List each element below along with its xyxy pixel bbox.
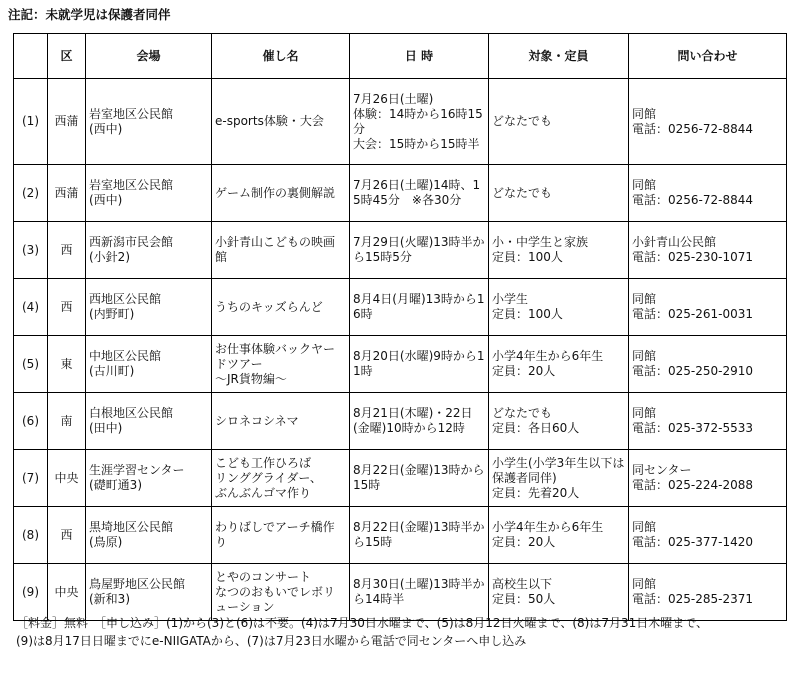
table-row [14, 336, 787, 393]
datetime-line: 8月4日(月曜)13時から16時 [353, 292, 485, 321]
cell-contact [629, 507, 787, 564]
contact-line: 同センター [632, 463, 692, 477]
contact-line: 電話：025-230-1071 [632, 250, 754, 264]
venue-line: 岩室地区公民館 [89, 178, 174, 192]
cell-contact [629, 165, 787, 222]
event-line: なつのおもいでレボリューション [215, 584, 336, 614]
table-row [14, 450, 787, 507]
contact-line: 電話：0256-72-8844 [632, 193, 754, 207]
cell-venue [86, 450, 212, 507]
header-ku: 区 [48, 34, 86, 79]
event-line: こども工作ひろば [215, 455, 312, 470]
cell-contact [629, 564, 787, 621]
venue-line: (内野町) [89, 307, 135, 321]
cell-target [489, 165, 629, 222]
cell-contact [629, 393, 787, 450]
contact-line: 同館 [632, 292, 657, 306]
target-line: 小学生(小学3年生以下は保護者同伴) [492, 455, 625, 485]
venue-line: (礎町通3) [89, 478, 142, 492]
venue-line: (西中) [89, 121, 123, 136]
footer-line: (9)は8月17日日曜までにe-NIIGATAから、(7)は7月23日水曜から電話で同センターへ申し込み [16, 634, 527, 648]
contact-line: 同館 [632, 406, 657, 420]
cell-ku: 中央 [48, 450, 86, 507]
cell-datetime [350, 393, 489, 450]
table-row [14, 79, 787, 165]
cell-no: (6) [14, 393, 48, 450]
cell-no: (3) [14, 222, 48, 279]
venue-line: (新和3) [89, 592, 130, 606]
contact-line: 同館 [632, 577, 657, 591]
cell-event [212, 79, 350, 165]
events-table [13, 33, 787, 621]
event-line: とやのコンサート [215, 569, 312, 584]
header-event: 催し名 [212, 34, 350, 79]
venue-line: 西新潟市民会館 [89, 235, 174, 249]
cell-no: (1) [14, 79, 48, 165]
contact-line: 電話：025-285-2371 [632, 592, 754, 606]
target-line: 定員：100人 [492, 307, 563, 321]
target-line: 定員：先着20人 [492, 485, 580, 500]
contact-line: 電話：025-224-2088 [632, 478, 754, 492]
cell-contact [629, 450, 787, 507]
cell-target [489, 393, 629, 450]
datetime-line: 7月26日(土曜) [353, 91, 434, 106]
cell-datetime [350, 165, 489, 222]
cell-datetime [350, 79, 489, 165]
cell-datetime [350, 507, 489, 564]
cell-no: (4) [14, 279, 48, 336]
cell-venue [86, 222, 212, 279]
cell-no: (9) [14, 564, 48, 621]
contact-line: 電話：025-261-0031 [632, 307, 754, 321]
contact-line: 小針青山公民館 [632, 235, 717, 249]
cell-venue [86, 507, 212, 564]
target-line: 小学生 [492, 292, 529, 306]
cell-event [212, 393, 350, 450]
target-line: 小・中学生と家族 [492, 235, 589, 249]
venue-line: 岩室地区公民館 [89, 106, 174, 121]
cell-venue [86, 564, 212, 621]
cell-datetime [350, 564, 489, 621]
cell-target [489, 450, 629, 507]
cell-no: (8) [14, 507, 48, 564]
cell-event [212, 450, 350, 507]
header-target: 対象・定員 [489, 34, 629, 79]
table-row [14, 507, 787, 564]
datetime-line: 8月30日(土曜)13時半から14時半 [353, 577, 485, 606]
contact-line: 電話：025-250-2910 [632, 364, 754, 378]
venue-line: 西地区公民館 [89, 292, 162, 306]
event-line: うちのキッズらんど [215, 299, 323, 314]
datetime-line: 大会：15時から15時半 [353, 136, 480, 151]
cell-contact [629, 79, 787, 165]
datetime-line: 体験：14時から16時15分 [353, 106, 483, 136]
contact-line: 同館 [632, 349, 657, 363]
contact-line: 同館 [632, 178, 657, 192]
cell-event [212, 507, 350, 564]
cell-ku: 南 [48, 393, 86, 450]
header-no [14, 34, 48, 79]
cell-venue [86, 393, 212, 450]
event-line: リンググライダー、 [215, 470, 322, 485]
note-text: 注記：未就学児は保護者同伴 [8, 7, 171, 22]
target-line: 定員：100人 [492, 250, 563, 264]
cell-target [489, 564, 629, 621]
datetime-line: 7月26日(土曜)14時、15時45分 ※各30分 [353, 178, 481, 207]
cell-venue [86, 165, 212, 222]
target-line: 定員：各日60人 [492, 421, 580, 435]
venue-line: (田中) [89, 421, 123, 435]
cell-datetime [350, 450, 489, 507]
target-line: 定員：20人 [492, 364, 556, 378]
cell-venue [86, 79, 212, 165]
target-line: どなたでも [492, 406, 553, 420]
cell-target [489, 222, 629, 279]
cell-venue [86, 336, 212, 393]
event-line: シロネコシネマ [215, 413, 299, 428]
venue-line: (古川町) [89, 364, 135, 378]
venue-line: 鳥屋野地区公民館 [89, 577, 186, 591]
datetime-line: 7月29日(火曜)13時半から15時5分 [353, 235, 485, 264]
cell-datetime [350, 279, 489, 336]
contact-line: 同館 [632, 106, 657, 121]
venue-line: 黒埼地区公民館 [89, 520, 174, 534]
table-header-row [14, 34, 787, 79]
cell-contact [629, 222, 787, 279]
cell-event [212, 222, 350, 279]
cell-event [212, 564, 350, 621]
header-datetime: 日 時 [350, 34, 489, 79]
cell-contact [629, 336, 787, 393]
cell-target [489, 507, 629, 564]
cell-target [489, 336, 629, 393]
cell-event [212, 165, 350, 222]
cell-event [212, 336, 350, 393]
target-line: 小学4年生から6年生 [492, 349, 604, 363]
cell-ku: 西 [48, 222, 86, 279]
header-venue: 会場 [86, 34, 212, 79]
cell-event [212, 279, 350, 336]
target-line: 小学4年生から6年生 [492, 520, 604, 534]
target-line: 定員：50人 [492, 592, 556, 606]
event-line: お仕事体験バックヤードツアー [215, 341, 336, 371]
footer-notes [16, 614, 708, 650]
event-line: e-sports体験・大会 [215, 114, 324, 128]
contact-line: 電話：0256-72-8844 [632, 121, 754, 136]
cell-contact [629, 279, 787, 336]
event-line: 小針青山こどもの映画館 [215, 235, 336, 264]
event-line: ～JR貨物編～ [215, 371, 287, 386]
venue-line: (西中) [89, 193, 123, 207]
cell-target [489, 79, 629, 165]
footer-line: ［料金］無料 ［申し込み］(1)から(3)と(6)は不要。(4)は7月30日水曜まで、(5)は8月12日火曜まで、(8)は7月31日木曜まで、 [16, 616, 708, 630]
cell-target [489, 279, 629, 336]
event-line: ゲーム制作の裏側解説 [215, 185, 336, 200]
table-row [14, 393, 787, 450]
contact-line: 電話：025-377-1420 [632, 535, 754, 549]
event-line: ぶんぶんゴマ作り [215, 485, 312, 500]
contact-line: 電話：025-372-5533 [632, 421, 754, 435]
target-line: どなたでも [492, 185, 553, 200]
cell-datetime [350, 222, 489, 279]
cell-no: (2) [14, 165, 48, 222]
cell-ku: 西蒲 [48, 165, 86, 222]
cell-ku: 西 [48, 507, 86, 564]
target-line: どなたでも [492, 114, 553, 128]
venue-line: 生涯学習センター [89, 463, 185, 477]
target-line: 定員：20人 [492, 535, 556, 549]
datetime-line: 8月21日(木曜)・22日(金曜)10時から12時 [353, 406, 473, 435]
datetime-line: 8月20日(水曜)9時から11時 [353, 349, 485, 378]
cell-ku: 中央 [48, 564, 86, 621]
table-row [14, 222, 787, 279]
cell-datetime [350, 336, 489, 393]
cell-ku: 西 [48, 279, 86, 336]
venue-line: (鳥原) [89, 535, 123, 549]
datetime-line: 8月22日(金曜)13時から15時 [353, 463, 485, 492]
venue-line: (小針2) [89, 250, 130, 264]
target-line: 高校生以下 [492, 577, 553, 591]
cell-no: (7) [14, 450, 48, 507]
cell-ku: 東 [48, 336, 86, 393]
table-row [14, 279, 787, 336]
header-contact: 問い合わせ [629, 34, 787, 79]
cell-ku: 西蒲 [48, 79, 86, 165]
venue-line: 中地区公民館 [89, 349, 162, 363]
event-line: わりばしでアーチ橋作り [215, 520, 335, 549]
table-row [14, 564, 787, 621]
cell-venue [86, 279, 212, 336]
contact-line: 同館 [632, 520, 657, 534]
cell-no: (5) [14, 336, 48, 393]
venue-line: 白根地区公民館 [89, 406, 174, 420]
table-row [14, 165, 787, 222]
datetime-line: 8月22日(金曜)13時半から15時 [353, 520, 485, 549]
